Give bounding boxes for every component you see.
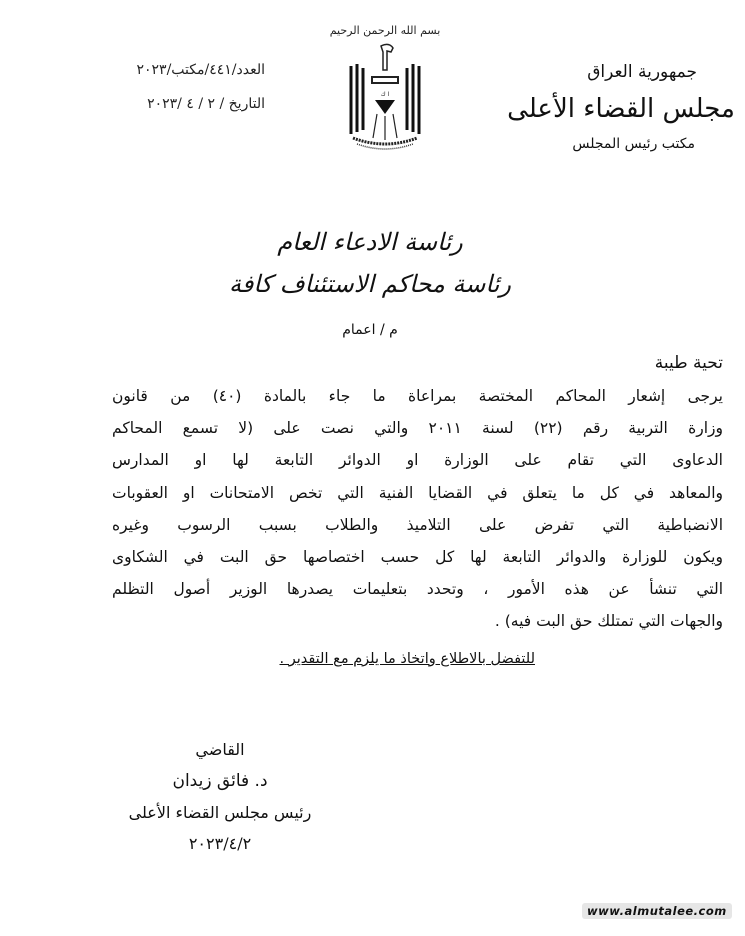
body-line: والمعاهد في كل ما يتعلق في القضايا الفنية التي تخص الامتحانات او العقوبات [112,483,723,502]
signatory-title: القاضي [195,740,245,759]
body-line: وزارة التربية رقم (٢٢) لسنة ٢٠١١ والتي نصت على (لا تسمع المحاكم [112,419,723,438]
body-line: التي تنشأ عن هذه الأمور ، وتحدد بتعليمات يصدرها الوزير أصول التظلم [112,580,723,599]
addressee-appeal-courts: رئاسة محاكم الاستئناف كافة [229,270,511,298]
letterhead-right [495,62,735,152]
greeting: تحية طيبة [654,353,723,373]
letter-body [112,380,723,638]
body-line: الانضباطية التي تفرض على التلاميذ والطلاب بسبب الرسوب وغيره [112,515,723,534]
signatory-position: رئيس مجلس القضاء الأعلى [128,803,312,822]
body-line: يرجى إشعار المحاكم المختصة بمراعاة ما جاء بالمادة (٤٠) من قانون [112,387,723,405]
letterhead-left [90,62,265,130]
country-name: جمهورية العراق [587,62,697,82]
institution-name: مجلس القضاء الأعلى [507,94,735,124]
addressee-public-prosecution: رئاسة الادعاء العام [277,228,463,256]
reference-date: التاريخ / ٢ / ٤ /٢٠٢٣ [147,96,265,112]
signatory-name: د. فائق زيدان [172,771,268,791]
basmala: بسم الله الرحمن الرحيم [329,24,441,37]
body-line: الدعاوى التي تقام على الوزارة او الدوائر التابعة لها او المدارس [112,451,723,470]
body-line: ويكون للوزارة والدوائر التابعة لها كل حسب اختصاصها حق البت في الشكاوى [112,548,723,567]
signature-block [120,740,320,853]
reference-number: العدد/٤٤١/مكتب/٢٠٢٣ [136,62,265,78]
website-watermark: www.almutalee.com [582,903,732,919]
signature-date: ٢٠٢٣/٤/٢ [188,834,252,853]
closing-line: للتفضل بالاطلاع واتخاذ ما يلزم مع التقدير . [279,651,535,667]
iraq-eagle-emblem-icon [345,42,425,154]
office-name: مكتب رئيس المجلس [572,136,695,152]
body-line: والجهات التي تمتلك حق البت فيه) . [494,612,723,631]
subject-reference: م / اعمام [342,322,398,338]
svg-text:ا ك: ا ك [380,91,390,98]
